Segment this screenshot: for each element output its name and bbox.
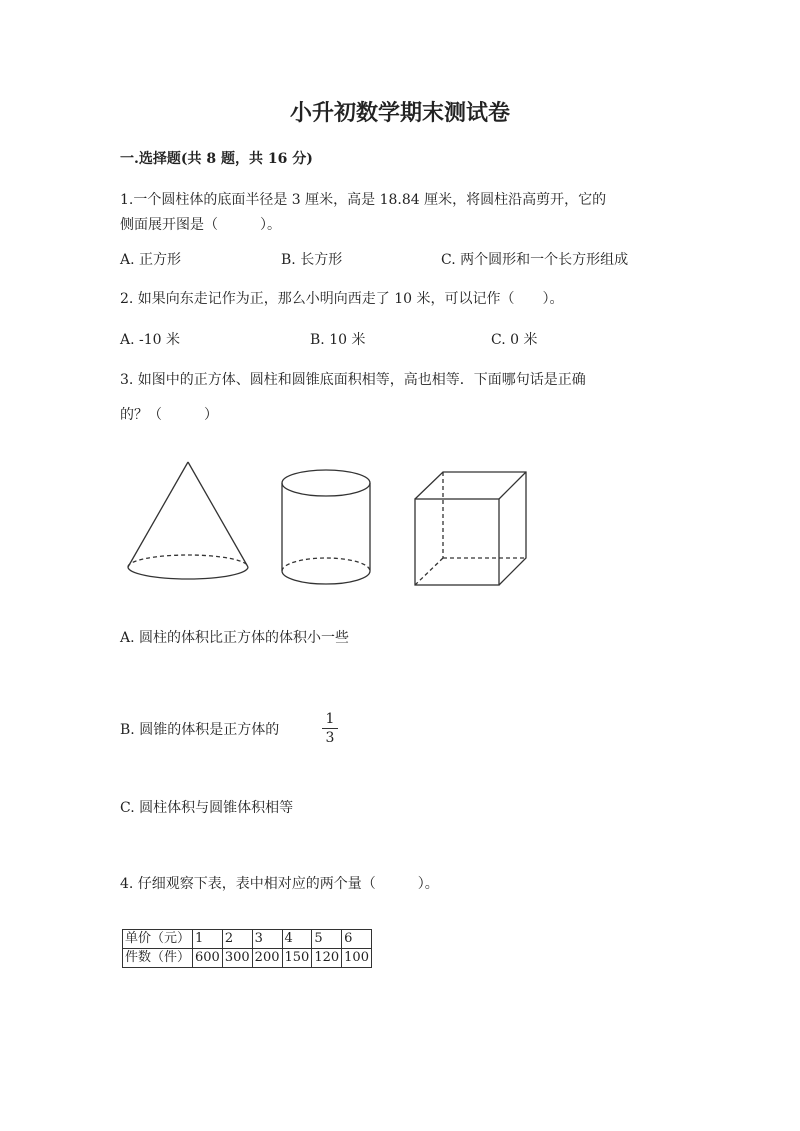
table-cell: 200	[252, 949, 282, 968]
fraction-denominator: 3	[325, 730, 335, 746]
price-quantity-table	[122, 929, 372, 968]
q1-option-c: C. 两个圆形和一个长方形组成	[441, 252, 629, 268]
table-cell: 3	[252, 930, 282, 949]
table-cell: 150	[282, 949, 312, 968]
table-cell: 4	[282, 930, 312, 949]
table-cell: 2	[222, 930, 252, 949]
q3-option-b: B. 圆锥的体积是正方体的	[120, 722, 280, 738]
table-cell: 5	[312, 930, 342, 949]
cylinder-figure	[282, 470, 370, 584]
fraction-numerator: 1	[325, 711, 335, 727]
q3-option-c: C. 圆柱体积与圆锥体积相等	[120, 800, 294, 816]
q1-option-a: A. 正方形	[120, 252, 182, 268]
section-heading: 一.选择题(共 8 题，共 16 分)	[120, 151, 313, 167]
q1-text-line2: 侧面展开图是（ ）。	[120, 217, 281, 233]
table-cell: 单价（元）	[123, 930, 193, 949]
table-cell: 6	[342, 930, 372, 949]
table-cell: 600	[193, 949, 223, 968]
table-cell: 300	[222, 949, 252, 968]
q1-option-b: B. 长方形	[281, 252, 343, 268]
table-row	[123, 930, 372, 949]
table-cell: 1	[193, 930, 223, 949]
q3-text-line2: 的？（ ）	[120, 407, 218, 423]
table-row	[123, 949, 372, 968]
q2-text: 2. 如果向东走记作为正，那么小明向西走了 10 米，可以记作（ ）。	[120, 291, 564, 307]
page-title: 小升初数学期末测试卷	[289, 100, 510, 126]
fraction-bar	[322, 728, 338, 729]
q2-option-b: B. 10 米	[310, 332, 366, 348]
q2-option-c: C. 0 米	[491, 332, 538, 348]
q2-option-a: A. -10 米	[120, 332, 181, 348]
table-cell: 件数（件）	[123, 949, 193, 968]
q4-text: 4. 仔细观察下表，表中相对应的两个量（ ）。	[120, 876, 439, 892]
fraction-one-third	[322, 711, 338, 746]
cube-figure	[415, 472, 526, 585]
q3-text-line1: 3. 如图中的正方体、圆柱和圆锥底面积相等，高也相等．下面哪句话是正确	[120, 372, 586, 388]
q1-text-line1: 1.一个圆柱体的底面半径是 3 厘米，高是 18.84 厘米，将圆柱沿高剪开，它的	[120, 192, 607, 208]
q3-option-a: A. 圆柱的体积比正方体的体积小一些	[120, 630, 350, 646]
table-cell: 120	[312, 949, 342, 968]
cone-figure	[128, 462, 248, 579]
table-cell: 100	[342, 949, 372, 968]
